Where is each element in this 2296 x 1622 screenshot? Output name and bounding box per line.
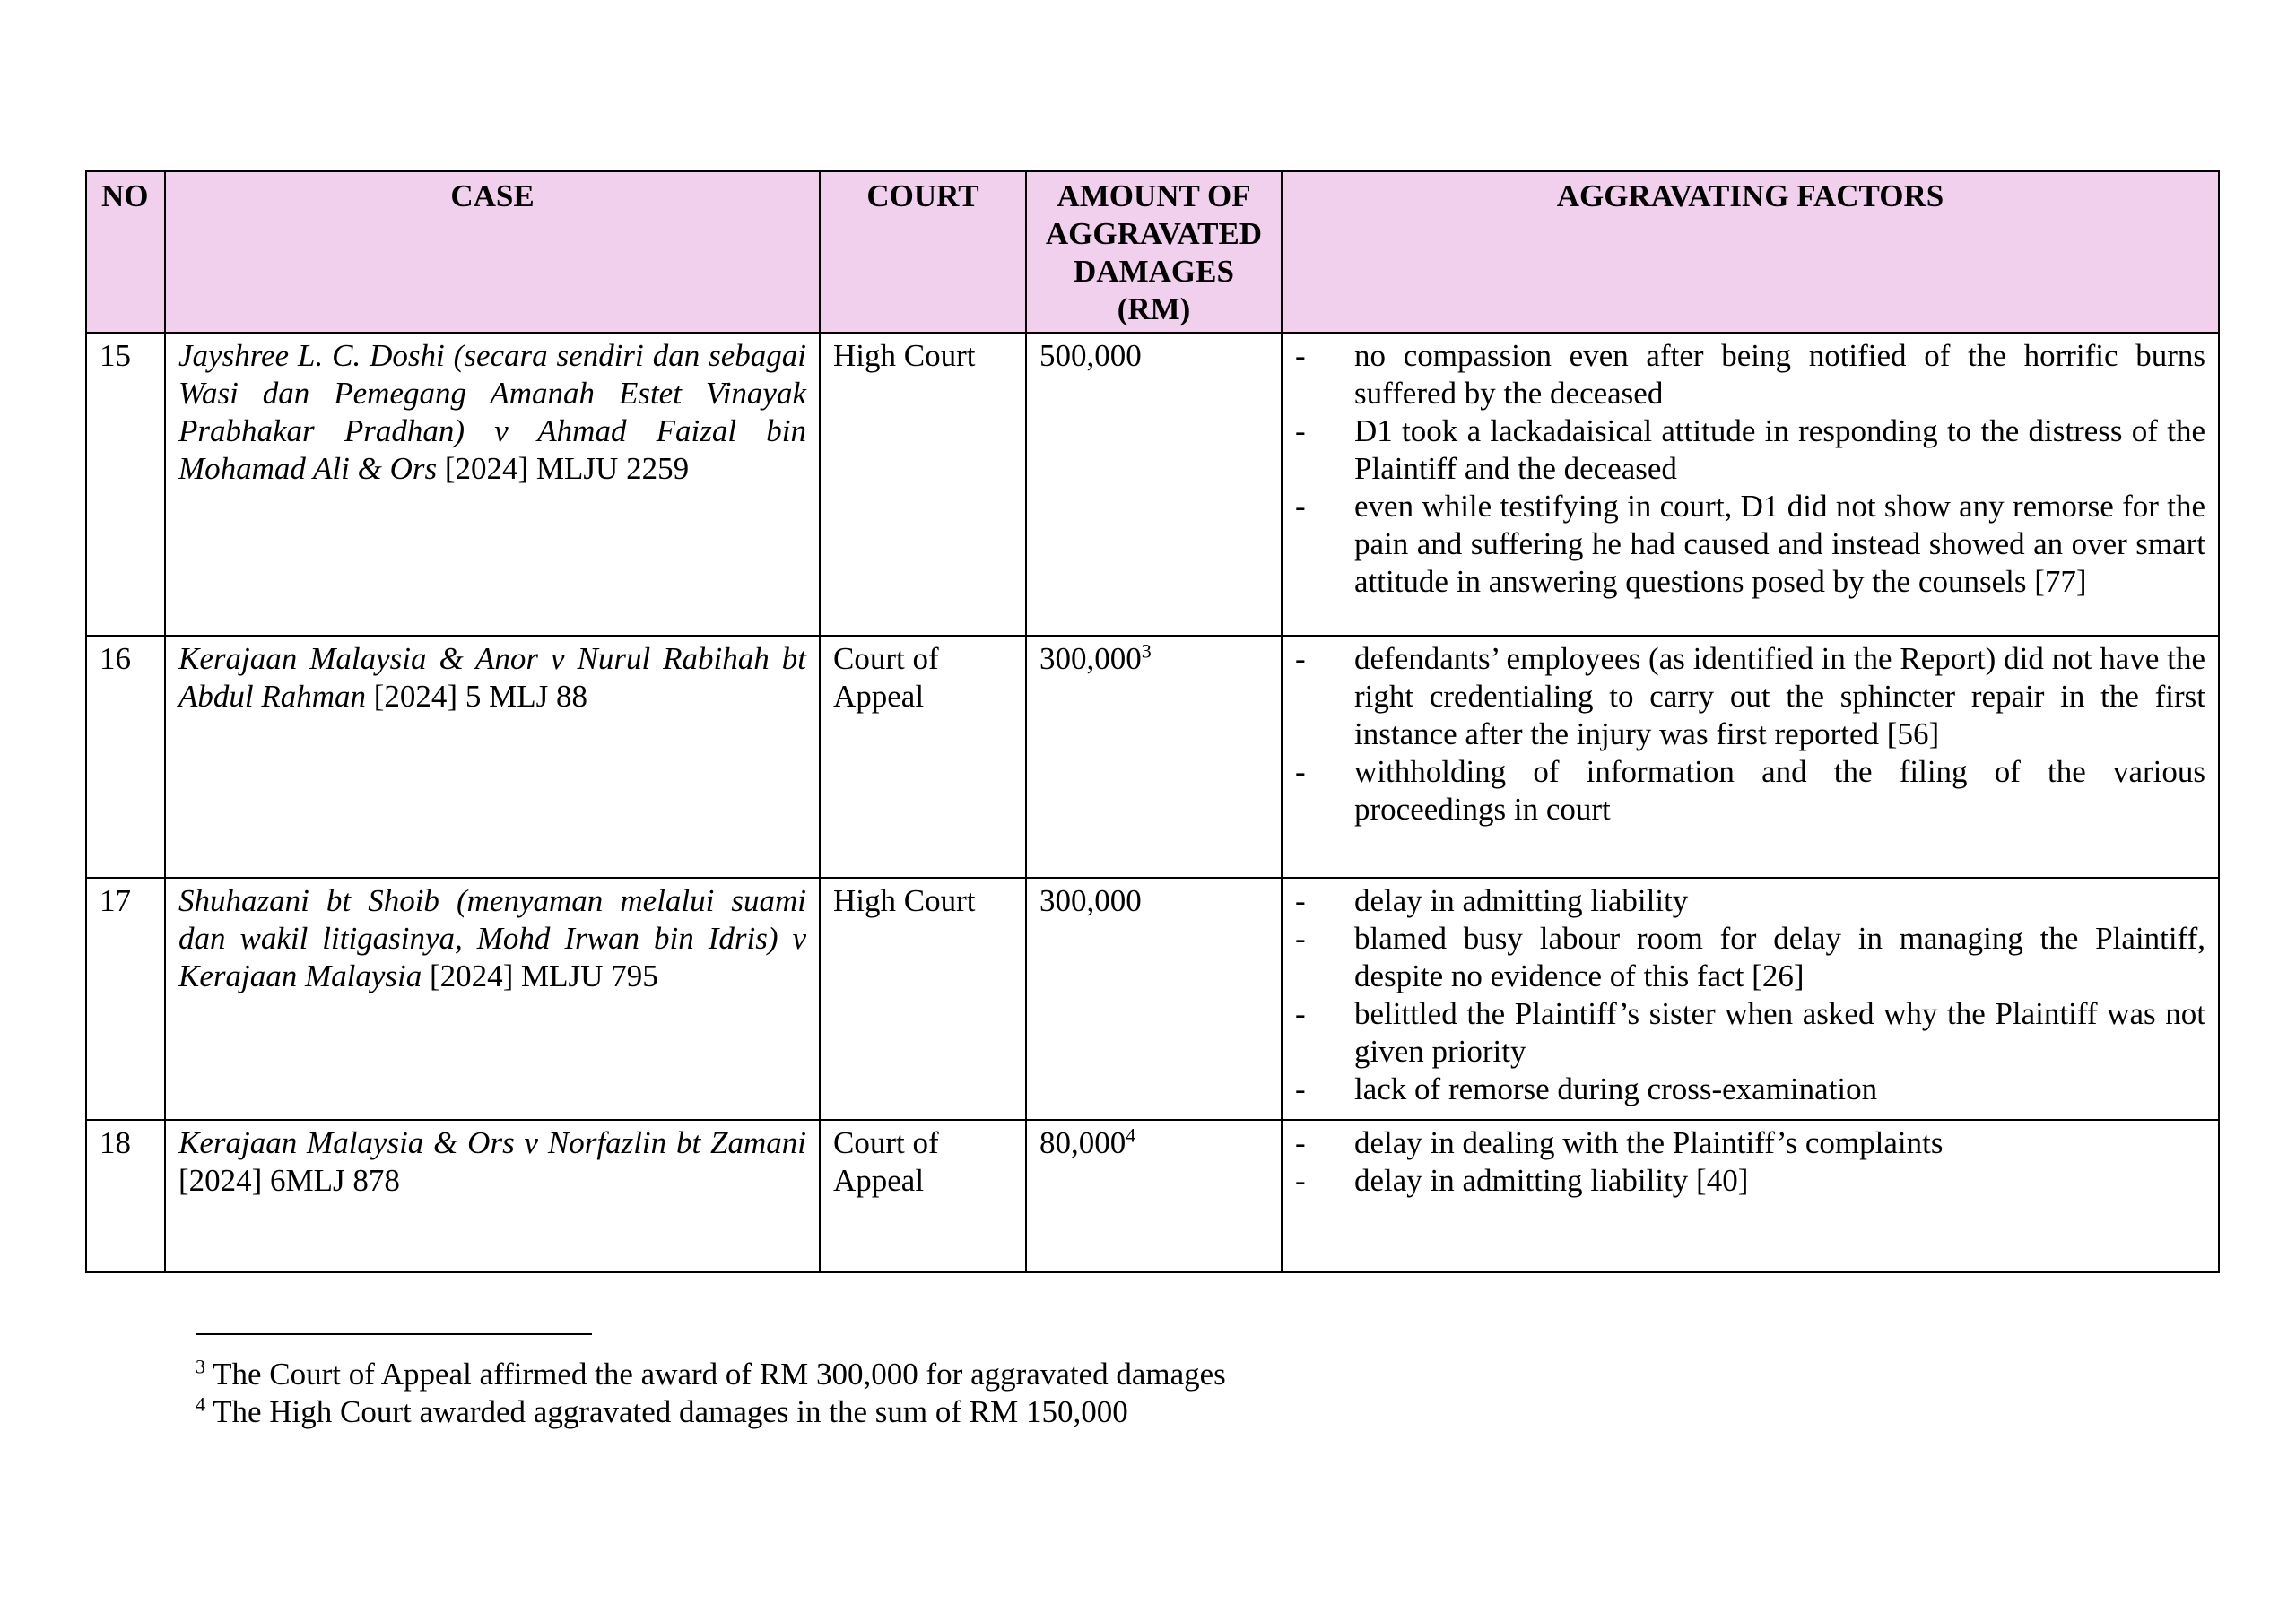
factor-text: belittled the Plaintiff’s sister when asked why the Plaintiff was not given priority [1354, 996, 2205, 1069]
factor-item [1295, 488, 2205, 601]
factor-text: no compassion even after being notified of the horrific burns suffered by the deceased [1354, 338, 2205, 411]
cell-amount [1026, 333, 1282, 636]
factor-text: delay in admitting liability [40] [1354, 1163, 1749, 1198]
factor-item [1295, 1071, 2205, 1108]
cell-factors [1282, 878, 2219, 1120]
factor-item [1295, 1162, 2205, 1200]
case-title: Jayshree L. C. Doshi (secara sendiri dan sebagai Wasi dan Pemegang Amanah Estet Vinayak Prabhakar Pradhan) v Ahmad Faizal bin Mohamad Ali & Ors [178, 338, 806, 486]
header-amount-line: AGGRAVATED [1045, 216, 1263, 251]
cell-no: 15 [86, 333, 165, 636]
case-title: Kerajaan Malaysia & Ors v Norfazlin bt Zamani [178, 1125, 806, 1160]
footnotes [196, 1356, 1226, 1431]
header-factors: AGGRAVATING FACTORS [1282, 171, 2219, 333]
factor-item [1295, 920, 2205, 995]
court-line: Court of [833, 641, 939, 676]
cell-court [820, 333, 1026, 636]
header-amount-line: DAMAGES [1074, 254, 1234, 289]
factor-item [1295, 412, 2205, 488]
cell-case [165, 1120, 820, 1272]
table-row [86, 1120, 2219, 1272]
cell-factors [1282, 1120, 2219, 1272]
factor-text: delay in dealing with the Plaintiff’s complaints [1354, 1125, 1944, 1160]
factor-item [1295, 1124, 2205, 1162]
header-amount-line: AMOUNT OF [1057, 178, 1251, 213]
header-no: NO [86, 171, 165, 333]
bullet-dash: - [1295, 754, 1306, 789]
footnote-separator [196, 1333, 592, 1335]
factor-text: delay in admitting liability [1354, 883, 1689, 918]
cell-case [165, 636, 820, 878]
bullet-dash: - [1295, 1163, 1306, 1198]
table-row [86, 333, 2219, 636]
factor-item [1295, 753, 2205, 828]
cell-case [165, 333, 820, 636]
bullet-dash: - [1295, 996, 1306, 1031]
amount-value: 300,000 [1039, 883, 1142, 918]
case-citation: [2024] MLJU 795 [422, 958, 658, 993]
amount-value: 500,000 [1039, 338, 1142, 373]
court-line: Appeal [833, 679, 925, 714]
factor-text: even while testifying in court, D1 did not show any remorse for the pain and suffering he had caused and instead showed an over smart attitude in answering questions posed by the counsels [77] [1354, 489, 2205, 599]
factor-list [1295, 640, 2205, 828]
header-amount [1026, 171, 1282, 333]
bullet-dash: - [1295, 1125, 1306, 1160]
cell-no: 16 [86, 636, 165, 878]
case-title: Kerajaan Malaysia & Anor v Nurul Rabihah bt Abdul Rahman [178, 641, 806, 714]
header-row [86, 171, 2219, 333]
header-case: CASE [165, 171, 820, 333]
case-citation: [2024] 5 MLJ 88 [366, 679, 587, 714]
cell-no: 18 [86, 1120, 165, 1272]
factor-text: withholding of information and the filing of the various proceedings in court [1354, 754, 2205, 827]
factor-item [1295, 995, 2205, 1071]
footnote-item [196, 1393, 1226, 1431]
factor-list [1295, 1124, 2205, 1200]
cell-court [820, 878, 1026, 1120]
factor-item [1295, 640, 2205, 753]
footnote-marker: 3 [196, 1355, 205, 1378]
bullet-dash: - [1295, 883, 1306, 918]
court-line: High Court [833, 883, 976, 918]
cell-case [165, 878, 820, 1120]
case-title: Shuhazani bt Shoib (menyaman melalui suami dan wakil litigasinya, Mohd Irwan bin Idris) v Kerajaan Malaysia [178, 883, 806, 993]
factor-item [1295, 882, 2205, 920]
factor-text: lack of remorse during cross-examination [1354, 1071, 1878, 1106]
court-line: Appeal [833, 1163, 925, 1198]
table-body [86, 333, 2219, 1272]
bullet-dash: - [1295, 921, 1306, 956]
amount-value: 80,000 [1039, 1125, 1126, 1160]
cell-court [820, 1120, 1026, 1272]
amount-value: 300,000 [1039, 641, 1142, 676]
factor-text: defendants’ employees (as identified in the Report) did not have the right credentialing to carry out the sphincter repair in the first instance after the injury was first reported [56] [1354, 641, 2205, 751]
court-line: High Court [833, 338, 976, 373]
bullet-dash: - [1295, 489, 1306, 524]
cell-amount [1026, 1120, 1282, 1272]
case-citation: [2024] 6MLJ 878 [178, 1163, 400, 1198]
footnote-text: The High Court awarded aggravated damages in the sum of RM 150,000 [205, 1394, 1128, 1429]
case-citation: [2024] MLJU 2259 [437, 451, 690, 486]
table-row [86, 878, 2219, 1120]
table-header [86, 171, 2219, 333]
cell-factors [1282, 333, 2219, 636]
bullet-dash: - [1295, 1071, 1306, 1106]
factor-item [1295, 337, 2205, 412]
footnote-text: The Court of Appeal affirmed the award of RM 300,000 for aggravated damages [205, 1357, 1226, 1392]
header-amount-line: (RM) [1117, 291, 1191, 326]
footnote-ref: 3 [1141, 639, 1152, 663]
damages-table [85, 170, 2220, 1273]
factor-list [1295, 882, 2205, 1108]
factor-text: blamed busy labour room for delay in managing the Plaintiff, despite no evidence of this fact [26] [1354, 921, 2205, 993]
bullet-dash: - [1295, 413, 1306, 448]
cell-factors [1282, 636, 2219, 878]
bullet-dash: - [1295, 641, 1306, 676]
header-court: COURT [820, 171, 1026, 333]
footnote-item [196, 1356, 1226, 1393]
court-line: Court of [833, 1125, 939, 1160]
cell-amount [1026, 636, 1282, 878]
bullet-dash: - [1295, 338, 1306, 373]
cell-amount [1026, 878, 1282, 1120]
cell-court [820, 636, 1026, 878]
table-row [86, 636, 2219, 878]
factor-list [1295, 337, 2205, 601]
footnote-ref: 4 [1126, 1123, 1136, 1147]
factor-text: D1 took a lackadaisical attitude in responding to the distress of the Plaintiff and the deceased [1354, 413, 2205, 486]
cell-no: 17 [86, 878, 165, 1120]
footnote-marker: 4 [196, 1392, 205, 1416]
